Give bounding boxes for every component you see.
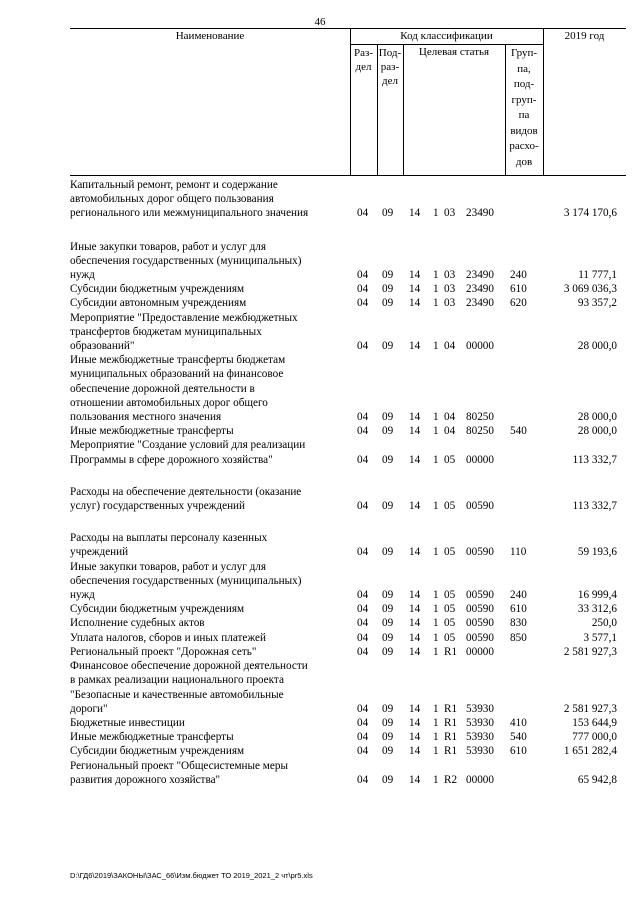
- row-podrazdel: 09: [382, 745, 394, 758]
- row-razdel: 04: [357, 297, 369, 310]
- row-t3: R1: [444, 745, 458, 758]
- row-podrazdel: 09: [382, 411, 394, 424]
- row-razdel: 04: [357, 603, 369, 616]
- row-group: 540: [510, 425, 527, 438]
- row-podrazdel: 09: [382, 731, 394, 744]
- row-podrazdel: 09: [382, 773, 394, 786]
- row-t4: 00000: [466, 773, 494, 786]
- row-t3: 03: [444, 269, 456, 282]
- row-podrazdel: 09: [382, 500, 394, 513]
- row-t1: 14: [409, 702, 421, 715]
- row-t1: 14: [409, 269, 421, 282]
- row-podrazdel: 09: [382, 645, 394, 658]
- row-name: Региональный проект "Дорожная сеть": [70, 645, 257, 658]
- row-t2: 1: [433, 773, 439, 786]
- row-name: Субсидии бюджетным учреждениям: [70, 745, 245, 758]
- row-t2: 1: [433, 631, 439, 644]
- row-t3: R1: [444, 702, 458, 715]
- row-t1: 14: [409, 340, 421, 353]
- row-t3: 05: [444, 546, 456, 559]
- row-t2: 1: [433, 269, 439, 282]
- row-name: Иные межбюджетные трансферты: [70, 731, 234, 744]
- row-t3: 04: [444, 340, 456, 353]
- row-t4: 00590: [466, 500, 494, 513]
- row-t1: 14: [409, 297, 421, 310]
- row-t3: 04: [444, 425, 456, 438]
- row-razdel: 04: [357, 283, 369, 296]
- row-podrazdel: 09: [382, 589, 394, 602]
- table-row: [70, 311, 630, 354]
- row-podrazdel: 09: [382, 702, 394, 715]
- row-razdel: 04: [357, 425, 369, 438]
- row-t1: 14: [409, 453, 421, 466]
- row-razdel: 04: [357, 453, 369, 466]
- row-t1: 14: [409, 603, 421, 616]
- row-t2: 1: [433, 297, 439, 310]
- row-t3: 03: [444, 297, 456, 310]
- row-t4: 00000: [466, 453, 494, 466]
- row-amount: 153 644,9: [572, 716, 617, 729]
- row-name: Мероприятие "Создание условий для реализации Программы в сфере дорожного хозяйства": [70, 439, 306, 466]
- table-row: [70, 296, 630, 310]
- row-name: Капитальный ремонт, ремонт и содержание автомобильных дорог общего пользования регионального или межмуниципального значения: [70, 179, 309, 220]
- row-name: Уплата налогов, сборов и иных платежей: [70, 631, 266, 644]
- table-row: [70, 759, 630, 787]
- row-t3: 05: [444, 603, 456, 616]
- row-t1: 14: [409, 716, 421, 729]
- row-t1: 14: [409, 731, 421, 744]
- row-group: 110: [510, 546, 527, 559]
- header-name: Наименование: [175, 30, 245, 42]
- row-t1: 14: [409, 425, 421, 438]
- row-t1: 14: [409, 283, 421, 296]
- row-t4: 80250: [466, 411, 494, 424]
- row-amount: 2 581 927,3: [563, 702, 617, 715]
- table-row: [70, 730, 630, 744]
- row-group: 240: [510, 589, 527, 602]
- row-podrazdel: 09: [382, 453, 394, 466]
- row-name: Иные межбюджетные трансферты бюджетам муниципальных образований на финансовое обеспечение дорожной деятельности в отношении автомобильных дорог общего пользования местного значения: [70, 354, 286, 424]
- row-razdel: 04: [357, 411, 369, 424]
- row-razdel: 04: [357, 546, 369, 559]
- row-group: 620: [510, 297, 527, 310]
- row-amount: 3 069 036,3: [563, 283, 617, 296]
- table-row: [70, 353, 630, 424]
- row-t2: 1: [433, 207, 439, 220]
- row-razdel: 04: [357, 773, 369, 786]
- row-t2: 1: [433, 645, 439, 658]
- row-amount: 2 581 927,3: [563, 645, 617, 658]
- table-row: [70, 531, 630, 559]
- row-t2: 1: [433, 453, 439, 466]
- row-t2: 1: [433, 425, 439, 438]
- row-t2: 1: [433, 546, 439, 559]
- table-row: [70, 240, 630, 283]
- header-year: 2019 год: [564, 30, 605, 42]
- row-group: 240: [510, 269, 527, 282]
- row-t1: 14: [409, 645, 421, 658]
- row-podrazdel: 09: [382, 617, 394, 630]
- row-amount: 93 357,2: [577, 297, 617, 310]
- row-razdel: 04: [357, 207, 369, 220]
- row-amount: 28 000,0: [577, 411, 617, 424]
- row-t2: 1: [433, 500, 439, 513]
- row-t1: 14: [409, 589, 421, 602]
- row-amount: 777 000,0: [572, 731, 617, 744]
- row-t4: 00590: [466, 546, 494, 559]
- row-name: Мероприятие "Предоставление межбюджетных трансфертов бюджетам муниципальных образований": [70, 311, 298, 353]
- row-t2: 1: [433, 745, 439, 758]
- row-t3: 05: [444, 500, 456, 513]
- row-t2: 1: [433, 283, 439, 296]
- row-t1: 14: [409, 411, 421, 424]
- row-t2: 1: [433, 589, 439, 602]
- table-row: [70, 485, 630, 513]
- row-podrazdel: 09: [382, 207, 394, 220]
- row-name: Бюджетные инвестиции: [70, 716, 185, 729]
- row-t2: 1: [433, 716, 439, 729]
- row-razdel: 04: [357, 631, 369, 644]
- row-name: Субсидии бюджетным учреждениям: [70, 283, 245, 296]
- row-podrazdel: 09: [382, 340, 394, 353]
- row-amount: 113 332,7: [572, 453, 617, 466]
- header-classification: Код классификации: [400, 30, 493, 42]
- row-name: Иные закупки товаров, работ и услуг для обеспечения государственных (муниципальных) нужд: [70, 240, 302, 282]
- row-t3: R2: [444, 773, 458, 786]
- table-row: [70, 424, 630, 438]
- row-t2: 1: [433, 411, 439, 424]
- row-amount: 28 000,0: [577, 425, 617, 438]
- table-row: [70, 178, 630, 221]
- row-t1: 14: [409, 631, 421, 644]
- row-podrazdel: 09: [382, 546, 394, 559]
- row-t1: 14: [409, 745, 421, 758]
- row-amount: 28 000,0: [577, 340, 617, 353]
- row-t4: 23490: [466, 207, 494, 220]
- row-razdel: 04: [357, 745, 369, 758]
- row-t1: 14: [409, 773, 421, 786]
- row-name: Субсидии автономным учреждениям: [70, 297, 247, 310]
- row-podrazdel: 09: [382, 269, 394, 282]
- table-row: [70, 602, 630, 616]
- row-t3: 03: [444, 207, 456, 220]
- table-row: [70, 744, 630, 758]
- row-t4: 00000: [466, 340, 494, 353]
- row-razdel: 04: [357, 617, 369, 630]
- row-t3: R1: [444, 645, 458, 658]
- row-t3: R1: [444, 716, 458, 729]
- table-row: [70, 631, 630, 645]
- table-row: [70, 716, 630, 730]
- row-t3: 04: [444, 411, 456, 424]
- row-t4: 00590: [466, 631, 494, 644]
- table-header: [70, 28, 626, 176]
- row-t4: 00000: [466, 645, 494, 658]
- row-t2: 1: [433, 617, 439, 630]
- row-name: Субсидии бюджетным учреждениям: [70, 603, 245, 616]
- row-t2: 1: [433, 603, 439, 616]
- row-name: Исполнение судебных актов: [70, 617, 205, 630]
- row-t4: 53930: [466, 702, 494, 715]
- row-amount: 33 312,6: [577, 603, 617, 616]
- row-t3: 05: [444, 589, 456, 602]
- row-podrazdel: 09: [382, 283, 394, 296]
- header-target: Целевая статья: [418, 46, 490, 58]
- row-t3: 03: [444, 283, 456, 296]
- row-t1: 14: [409, 546, 421, 559]
- row-t4: 23490: [466, 283, 494, 296]
- row-t4: 00590: [466, 589, 494, 602]
- row-t2: 1: [433, 702, 439, 715]
- row-podrazdel: 09: [382, 631, 394, 644]
- row-t2: 1: [433, 340, 439, 353]
- row-t2: 1: [433, 731, 439, 744]
- row-t1: 14: [409, 500, 421, 513]
- row-name: Региональный проект "Общесистемные меры развития дорожного хозяйства": [70, 759, 288, 786]
- row-t4: 23490: [466, 269, 494, 282]
- row-razdel: 04: [357, 340, 369, 353]
- row-name: Расходы на обеспечение деятельности (оказание услуг) государственных учреждений: [70, 485, 302, 513]
- header-section: Раз- дел: [353, 47, 373, 73]
- row-amount: 3 174 170,6: [563, 207, 617, 220]
- file-path-footer: D:\ГД6\2019\ЗАКОНЫ\ЗАС_66\Изм.бюджет ТО 2019_2021_2 чт\pr5.xls: [70, 871, 313, 880]
- row-t3: 05: [444, 631, 456, 644]
- row-group: 610: [510, 745, 527, 758]
- row-t1: 14: [409, 207, 421, 220]
- row-name: Финансовое обеспечение дорожной деятельности в рамках реализации национального проекта "Безопасные и качественные автомобильные дороги": [70, 660, 308, 715]
- row-t4: 00590: [466, 617, 494, 630]
- row-amount: 113 332,7: [572, 500, 617, 513]
- row-group: 540: [510, 731, 527, 744]
- table-row: [70, 616, 630, 630]
- row-razdel: 04: [357, 702, 369, 715]
- row-t4: 00590: [466, 603, 494, 616]
- table-row: [70, 659, 630, 716]
- row-razdel: 04: [357, 269, 369, 282]
- row-t4: 23490: [466, 297, 494, 310]
- row-amount: 16 999,4: [577, 589, 617, 602]
- row-razdel: 04: [357, 645, 369, 658]
- row-group: 850: [510, 631, 527, 644]
- table-row: [70, 282, 630, 296]
- row-podrazdel: 09: [382, 425, 394, 438]
- header-subsection: Под- раз- дел: [378, 47, 402, 87]
- row-group: 410: [510, 716, 527, 729]
- row-podrazdel: 09: [382, 716, 394, 729]
- row-amount: 11 777,1: [578, 269, 617, 282]
- row-razdel: 04: [357, 589, 369, 602]
- header-group: Груп- па, под- груп- па видов расхо- дов: [509, 47, 539, 168]
- row-razdel: 04: [357, 500, 369, 513]
- row-t3: 05: [444, 453, 456, 466]
- row-amount: 3 577,1: [583, 631, 617, 644]
- row-amount: 1 651 282,4: [563, 745, 617, 758]
- row-t4: 80250: [466, 425, 494, 438]
- row-razdel: 04: [357, 716, 369, 729]
- row-razdel: 04: [357, 731, 369, 744]
- row-t4: 53930: [466, 731, 494, 744]
- row-podrazdel: 09: [382, 297, 394, 310]
- row-name: Иные межбюджетные трансферты: [70, 425, 234, 438]
- row-group: 830: [510, 617, 527, 630]
- row-t1: 14: [409, 617, 421, 630]
- row-podrazdel: 09: [382, 603, 394, 616]
- row-amount: 250,0: [591, 617, 617, 630]
- table-row: [70, 560, 630, 603]
- row-name: Расходы на выплаты персоналу казенных учреждений: [70, 532, 268, 559]
- row-group: 610: [510, 283, 527, 296]
- row-t3: 05: [444, 617, 456, 630]
- table-row: [70, 645, 630, 659]
- row-amount: 59 193,6: [577, 546, 617, 559]
- row-t3: R1: [444, 731, 458, 744]
- row-t4: 53930: [466, 745, 494, 758]
- row-t4: 53930: [466, 716, 494, 729]
- row-name: Иные закупки товаров, работ и услуг для обеспечения государственных (муниципальных) нужд: [70, 560, 302, 602]
- page-number: 46: [314, 16, 326, 28]
- row-amount: 65 942,8: [577, 773, 617, 786]
- table-body: [70, 178, 630, 787]
- row-group: 610: [510, 603, 527, 616]
- table-row: [70, 438, 630, 466]
